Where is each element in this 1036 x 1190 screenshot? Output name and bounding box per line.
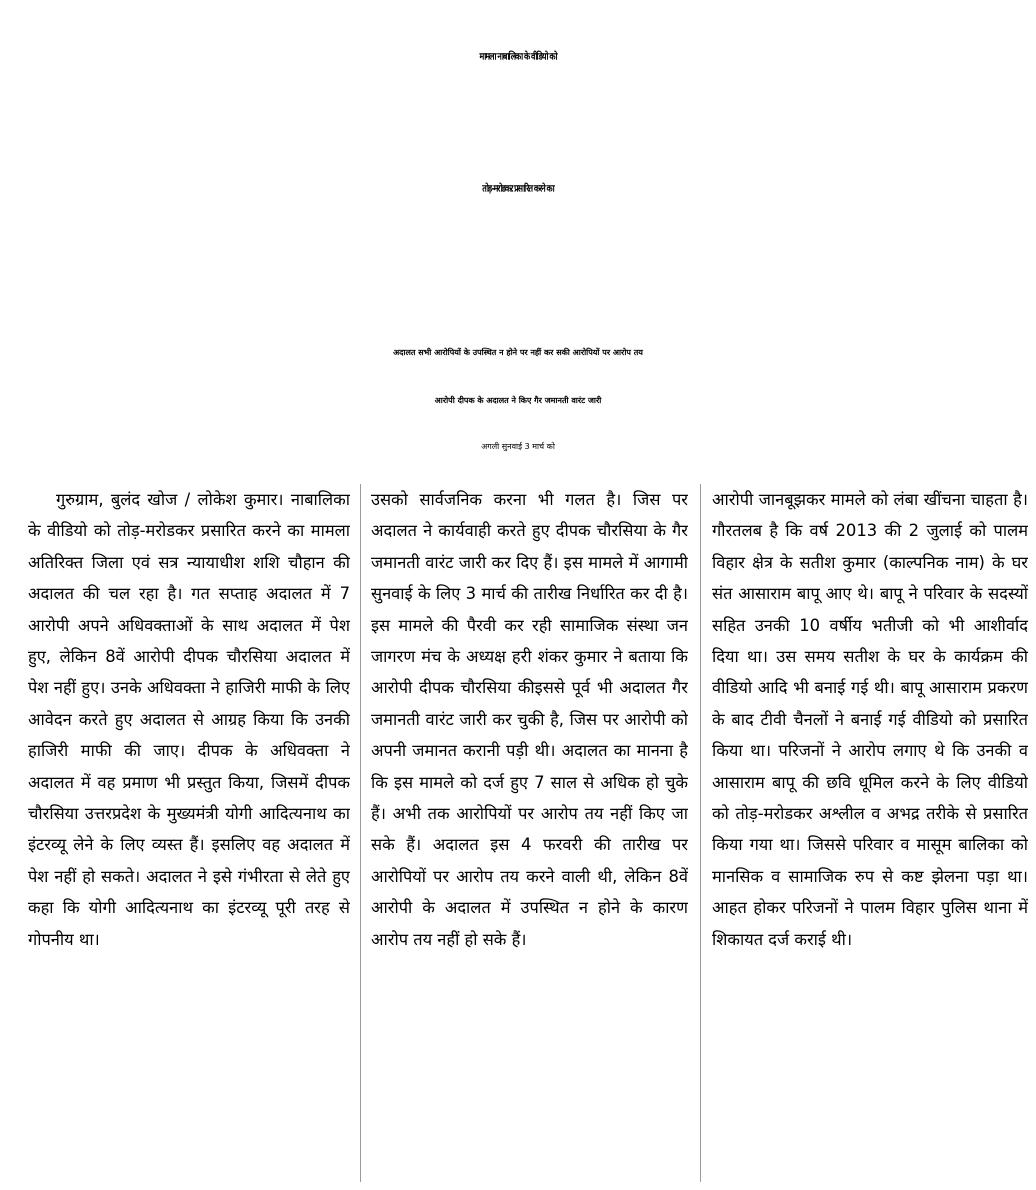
column-divider-1 [360, 484, 361, 1182]
article-column-3: आरोपी जानबूझकर मामले को लंबा खींचना चाहता है। गौरतलब है कि वर्ष 2013 की 2 जुलाई को पालम विहार क्षेत्र के सतीश कुमार (काल्पनिक नाम) के घर संत आसाराम बापू आए थे। बापू ने परिवार के सदस्यों सहित उनकी 10 वर्षीय भतीजी को भी आशीर्वाद दिया था। उस समय सतीश के घर के कार्यक्रम की वीडियो आदि भी बनाई गई थी। बापू आसाराम प्रकरण के बाद टीवी चैनलों ने बनाई गई वीडियो को प्रसारित किया था। परिजनों ने आरोप लगाए थे कि उनकी व आसाराम बापू की छवि धूमिल करने के लिए वीडियो को तोड़-मरोडकर अश्लील व अभद्र तरीके से प्रसारित किया गया था। जिससे परिवार व मासूम बालिका को मानसिक व सामाजिक रुप से कष्ट झेलना पड़ा था। आहत होकर परिजनों ने पालम विहार पुलिस थाना में शिकायत दर्ज कराई थी। [712, 490, 1028, 949]
column-divider-2 [700, 484, 701, 1182]
subheadline-1: अदालत सभी आरोपियों के उपस्थित न होने पर नहीं कर सकी आरोपियों पर आरोप तय [393, 348, 643, 357]
article-column-1: गुरुग्राम, बुलंद खोज / लोकेश कुमार। नाबालिका के वीडियो को तोड़-मरोडकर प्रसारित करने का मामला अतिरिक्त जिला एवं सत्र न्यायाधीश शशि चौहान की अदालत की चल रहा है। गत सप्ताह अदालत में 7 आरोपी अपने अधिवक्ताओं के साथ अदालत में पेश हुए, लेकिन 8वें आरोपी दीपक चौरसिया अदालत में पेश नहीं हुए। उनके अधिवक्ता ने हाजिरी माफी के लिए आवेदन करते हुए अदालत से आग्रह किया कि उनकी हाजिरी माफी की जाए। दीपक के अधिवक्ता ने अदालत में वह प्रमाण भी प्रस्तुत किया, जिसमें दीपक चौरसिया उत्तरप्रदेश के मुख्यमंत्री योगी आदित्यनाथ का इंटरव्यू लेने के लिए व्यस्त हैं। इसलिए वह अदालत में पेश नहीं हो सकते। अदालत ने इसे गंभीरता से लेते हुए कहा कि योगी आदित्यनाथ का इंटरव्यू पूरी तरह से गोपनीय था। [28, 490, 350, 949]
headline-line-2: तोड़-मरोडकऱ प्रसारित करने का [482, 182, 554, 194]
headline-line-1: मामला नाबालिका के वीडियो को [479, 50, 557, 62]
subheadline-3: अगली सुनवाई 3 मार्च को [481, 442, 555, 451]
article-column-2: उसको सार्वजनिक करना भी गलत है। जिस पर अदालत ने कार्यवाही करते हुए दीपक चौरसिया के गैर जमानती वारंट जारी कर दिए हैं। इस मामले में आगामी सुनवाई के लिए 3 मार्च की तारीख निर्धारित कर दी है। इस मामले की पैरवी कर रही सामाजिक संस्था जन जागरण मंच के अध्यक्ष हरी शंकर कुमार ने बताया कि आरोपी दीपक चौरसिया कीइससे पूर्व भी अदालत गैर जमानती वारंट जारी कर चुकी है, जिस पर आरोपी को अपनी जमानत करानी पड़ी थी। अदालत का मानना है कि इस मामले को दर्ज हुए 7 साल से अधिक हो चुके हैं। अभी तक आरोपियों पर आरोप तय नहीं किए जा सके हैं। अदालत इस 4 फरवरी की तारीख पर आरोपियों पर आरोप तय करने वाली थी, लेकिन 8वें आरोपी के अदालत में उपस्थित न होने के कारण आरोप तय नहीं हो सके हैं। [371, 490, 688, 949]
subheadline-2: आरोपी दीपक के अदालत ने किए गैर जमानती वारंट जारी [434, 396, 602, 405]
